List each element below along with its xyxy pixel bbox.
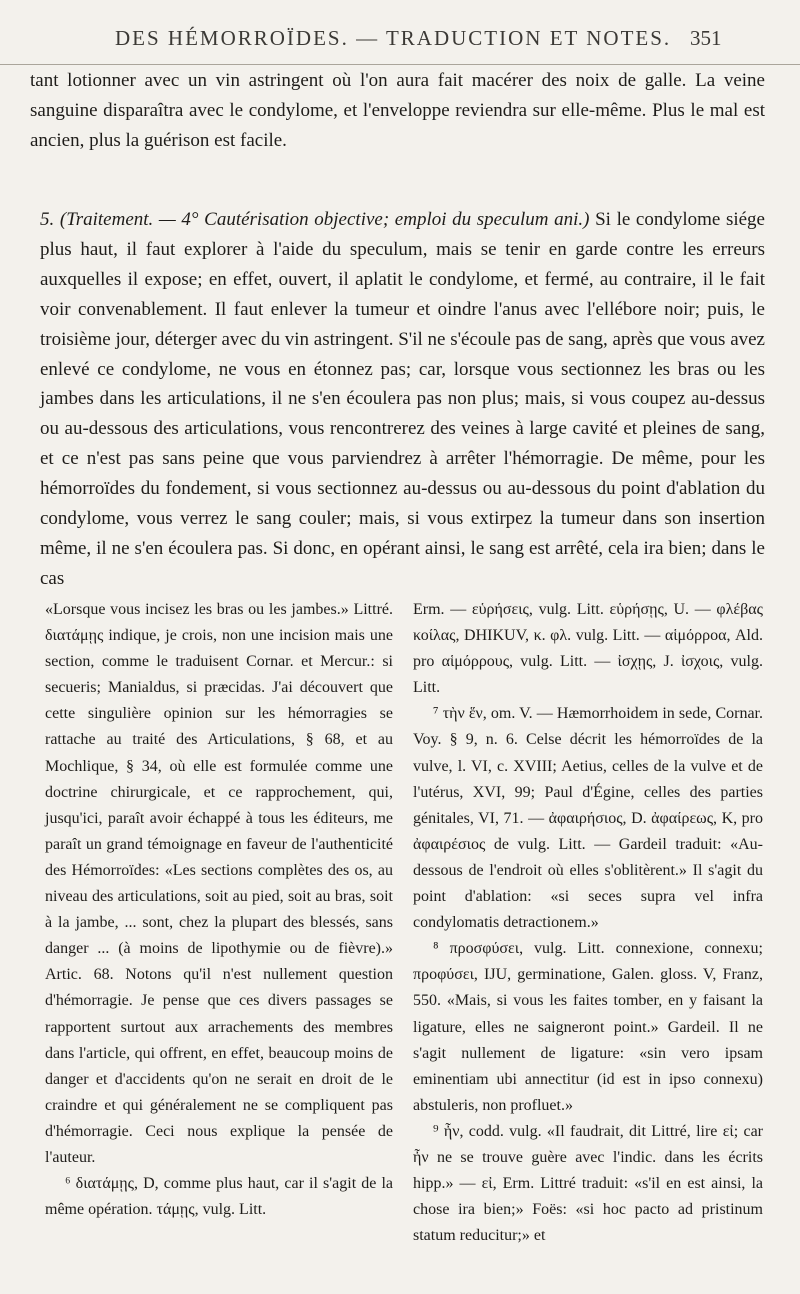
running-header — [0, 22, 800, 65]
main-text-paragraph-1 — [30, 66, 765, 156]
notes-left-column — [45, 597, 393, 1223]
page-number: 351 — [690, 26, 722, 50]
notes-right-column — [413, 597, 763, 1249]
note-7: ⁷ τὴν ἕν, om. V. — Hæmorrhoidem in sede, Cornar. Voy. § 9, n. 6. Celse décrit les hémorroïdes de la vulve, l. VI, c. XVIII; Aetius, celles de la vulve et de l'utérus, XVI, 99; Paul d'Égine, celles des parties génitales, VI, 71. — ἀφαιρήσιος, D. ἀφαίρεως, K, pro ἀφαιρέσιος de vulg. Litt. — Gardeil traduit: «Au-dessous de l'endroit où elles s'oblitèrent.» Il s'agit du point d'ablation: «si seces supra vel infra condylomatis detractionem.» — [413, 705, 763, 932]
note-9: ⁹ ἦν, codd. vulg. «Il faudrait, dit Littré, lire εἰ; car ἦν ne se trouve guère avec l'indic. dans les écrits hipp.» — εἰ, Erm. Littré traduit: «s'il en est ainsi, la chose ira bien;» Foës: «si hoc pacto ad pristinum statum reducitur;» et — [413, 1122, 763, 1245]
note-8: ⁸ προσφύσει, vulg. Litt. connexione, connexu; προφύσει, IJU, germinatione, Galen. gloss. V, Franz, 550. «Mais, si vous les faites tomber, en y faisant la ligature, elles ne saigneront point.» Gardeil. Il ne s'agit nullement de ligature: «sin vero ipsam eminentiam ubi annectitur (id est in ipso connexu) abstuleris, non profluet.» — [413, 940, 763, 1114]
paragraph-1: tant lotionner avec un vin astringent où l'on aura fait macérer des noix de galle. La veine sanguine disparaîtra avec le condylome, et l'enveloppe reviendra sur elle-même. Plus le mal est ancien, plus la guérison est facile. — [30, 70, 765, 151]
note-continuation: Erm. — εὑρήσεις, vulg. Litt. εὑρήσῃς, U. — φλέβας κοίλας, DHIKUV, κ. φλ. vulg. Litt. — αἱμόρροα, Ald. pro αἱμόρρους, vulg. Litt. — ἰσχῃς, J. ἰσχοις, vulg. Litt. — [413, 601, 763, 697]
paragraph-2-body: Si le condylome siége plus haut, il faut explorer à l'aide du speculum, mais se tenir en garde contre les erreurs auxquelles il expose; en effet, ouvert, il aplatit le condylome, et fermé, au contraire, il le fait voir convenablement. Il faut enlever la tumeur et oindre l'anus avec l'ellébore noir; puis, le troisième jour, déterger avec du vin astringent. S'il ne s'écoule pas de sang, après que vous avez enlevé ce condylome, ne vous en étonnez pas; car, lorsque vous sectionnez les bras ou les jambes dans les articulations, il ne s'en écoulera pas non plus; mais, si vous coupez au-dessus ou au-dessous des articulations, vous rencontrerez des veines à large cavité et pleines de sang, et ce n'est pas sans peine que vous parviendrez à arrêter l'hémorragie. De même, pour les hémorroïdes du fondement, si vous sectionnez au-dessus ou au-dessous du point d'ablation du condylome, vous verrez le sang couler; mais, si vous extirpez la tumeur dans son insertion même, il ne s'en écoulera pas. Si donc, en opérant ainsi, le sang est arrêté, cela ira bien; dans le cas — [40, 209, 765, 589]
paragraph-2 — [40, 205, 765, 594]
running-title: DES HÉMORROÏDES. — TRADUCTION ET NOTES. — [115, 26, 672, 50]
note-1: «Lorsque vous incisez les bras ou les jambes.» Littré. διατάμῃς indique, je crois, non une incision mais une section, comme le traduisent Cornar. et Mercur.: si secueris; Manialdus, si præcidas. J'ai découvert que cette singulière opinion sur les hémorragies se rattache au traité des Articulations, § 68, et au Mochlique, § 34, où elle est formulée comme une doctrine chirurgicale, et ce rapprochement, qui, jusqu'ici, paraît avoir échappé à tous les éditeurs, me paraît un grand témoignage en faveur de l'authenticité des Hémorroïdes: «Les sections complètes des os, au niveau des articulations, soit au pied, soit au bras, soit à la jambe, ... sont, chez la plupart des blessés, sans danger ... (à moins de lipothymie ou de fièvre).» Artic. 68. Notons qu'il n'est nullement question d'hémorragie. Je pense que ces divers passages se rapportent surtout aux arrachements des membres dans l'article, qui offrent, en effet, beaucoup moins de danger et d'accidents qu'on ne serait en droit de le craindre et qui généralement ne se compliquent pas d'hémorragie. Ceci nous explique la pensée de l'auteur. — [45, 601, 393, 1166]
section-heading-italic: 5. (Traitement. — 4° Cautérisation objective; emploi du speculum ani.) — [40, 209, 590, 230]
note-6: ⁶ διατάμῃς, D, comme plus haut, car il s'agit de la même opération. τάμῃς, vulg. Litt. — [45, 1175, 393, 1219]
main-text-paragraph-2 — [40, 205, 765, 594]
